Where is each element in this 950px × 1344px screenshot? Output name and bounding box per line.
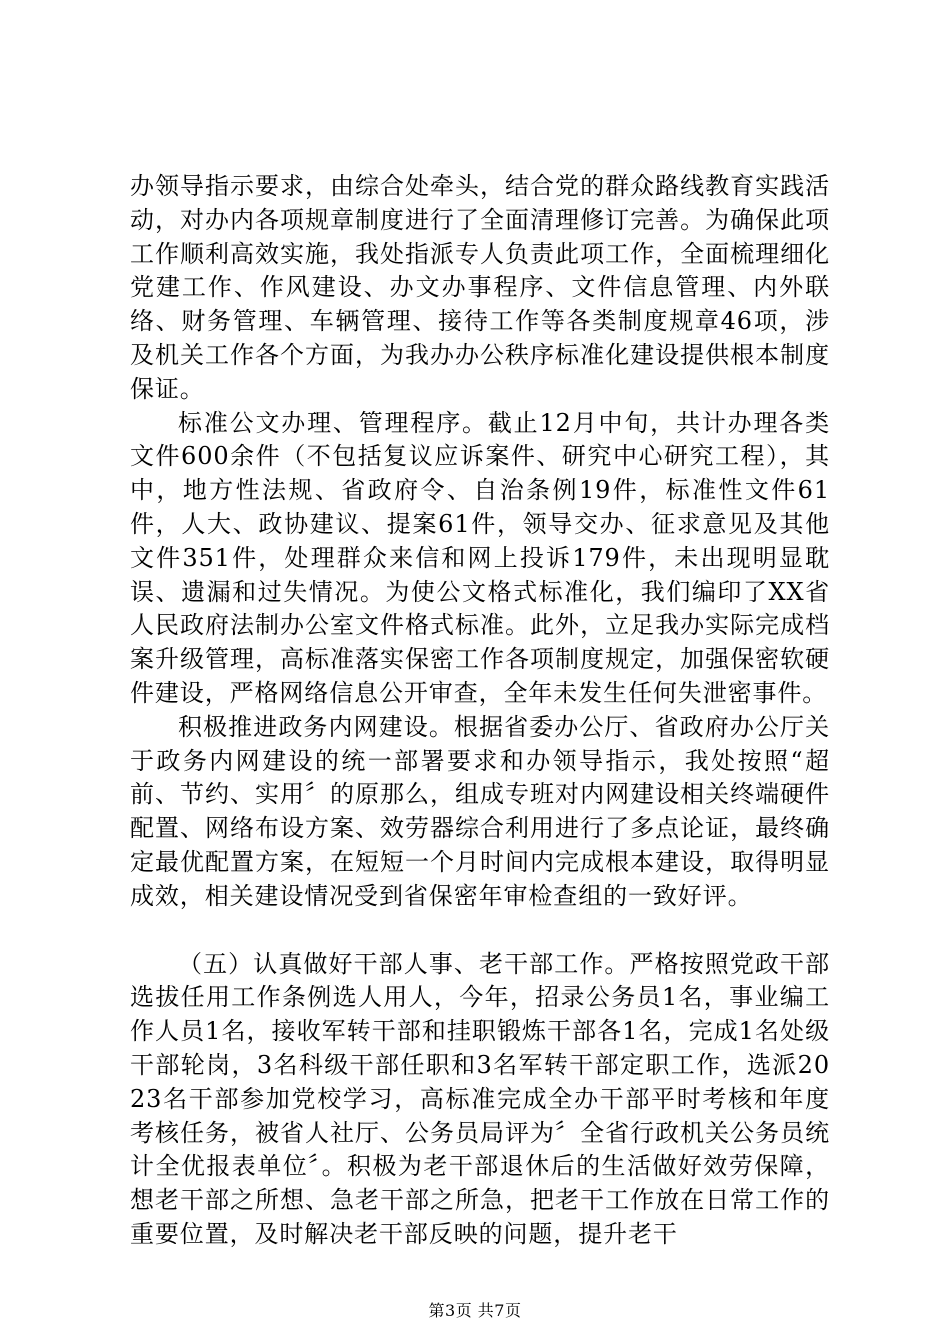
document-body: [130, 170, 830, 1252]
paragraph-intranet-construction: 积极推进政务内网建设。根据省委办公厅、省政府办公厅关于政务内网建设的统一部署要求和办领导指示，我处按照“超前、节约、实用〞的原那么，组成专班对内网建设相关终端硬件配置、网络布设方案、效劳器综合利用进行了多点论证，最终确定最优配置方案，在短短一个月时间内完成根本建设，取得明显成效，相关建设情况受到省保密年审检查组的一致好评。: [130, 712, 830, 910]
paragraph-spacer: [130, 914, 830, 948]
page-number-footer: 第3页 共7页: [428, 1301, 522, 1320]
paragraph-document-handling: 标准公文办理、管理程序。截止12月中旬，共计办理各类文件600余件（不包括复议应诉案件、研究中心研究工程），其中，地方性法规、省政府令、自治条例19件，标准性文件61件，人大、政协建议、提案61件，领导交办、征求意见及其他文件351件，处理群众来信和网上投诉179件，未出现明显耽误、遗漏和过失情况。为使公文格式标准化，我们编印了XX省人民政府法制办公室文件格式标准。此外，立足我办实际完成档案升级管理，高标准落实保密工作各项制度规定，加强保密软硬件建设，严格网络信息公开审查，全年未发生任何失泄密事件。: [130, 408, 830, 707]
paragraph-rules-revision: 办领导指示要求，由综合处牵头，结合党的群众路线教育实践活动，对办内各项规章制度进行了全面清理修订完善。为确保此项工作顺利高效实施，我处指派专人负责此项工作，全面梳理细化党建工作、作风建设、办文办事程序、文件信息管理、内外联络、财务管理、车辆管理、接待工作等各类制度规章46项，涉及机关工作各个方面，为我办办公秩序标准化建设提供根本制度保证。: [130, 172, 830, 403]
paragraph-personnel-work: （五）认真做好干部人事、老干部工作。严格按照党政干部选拔任用工作条例选人用人，今年，招录公务员1名，事业编工作人员1名，接收军转干部和挂职锻炼干部各1名，完成1名处级干部轮岗，3名科级干部任职和3名军转干部定职工作，选派2023名干部参加党校学习，高标准完成全办干部平时考核和年度考核任务，被省人社厅、公务员局评为〞全省行政机关公务员统计全优报表单位〞。积极为老干部退休后的生活做好效劳保障，想老干部之所想、急老干部之所急，把老干工作放在日常工作的重要位置，及时解决老干部反映的问题，提升老干: [130, 949, 830, 1248]
